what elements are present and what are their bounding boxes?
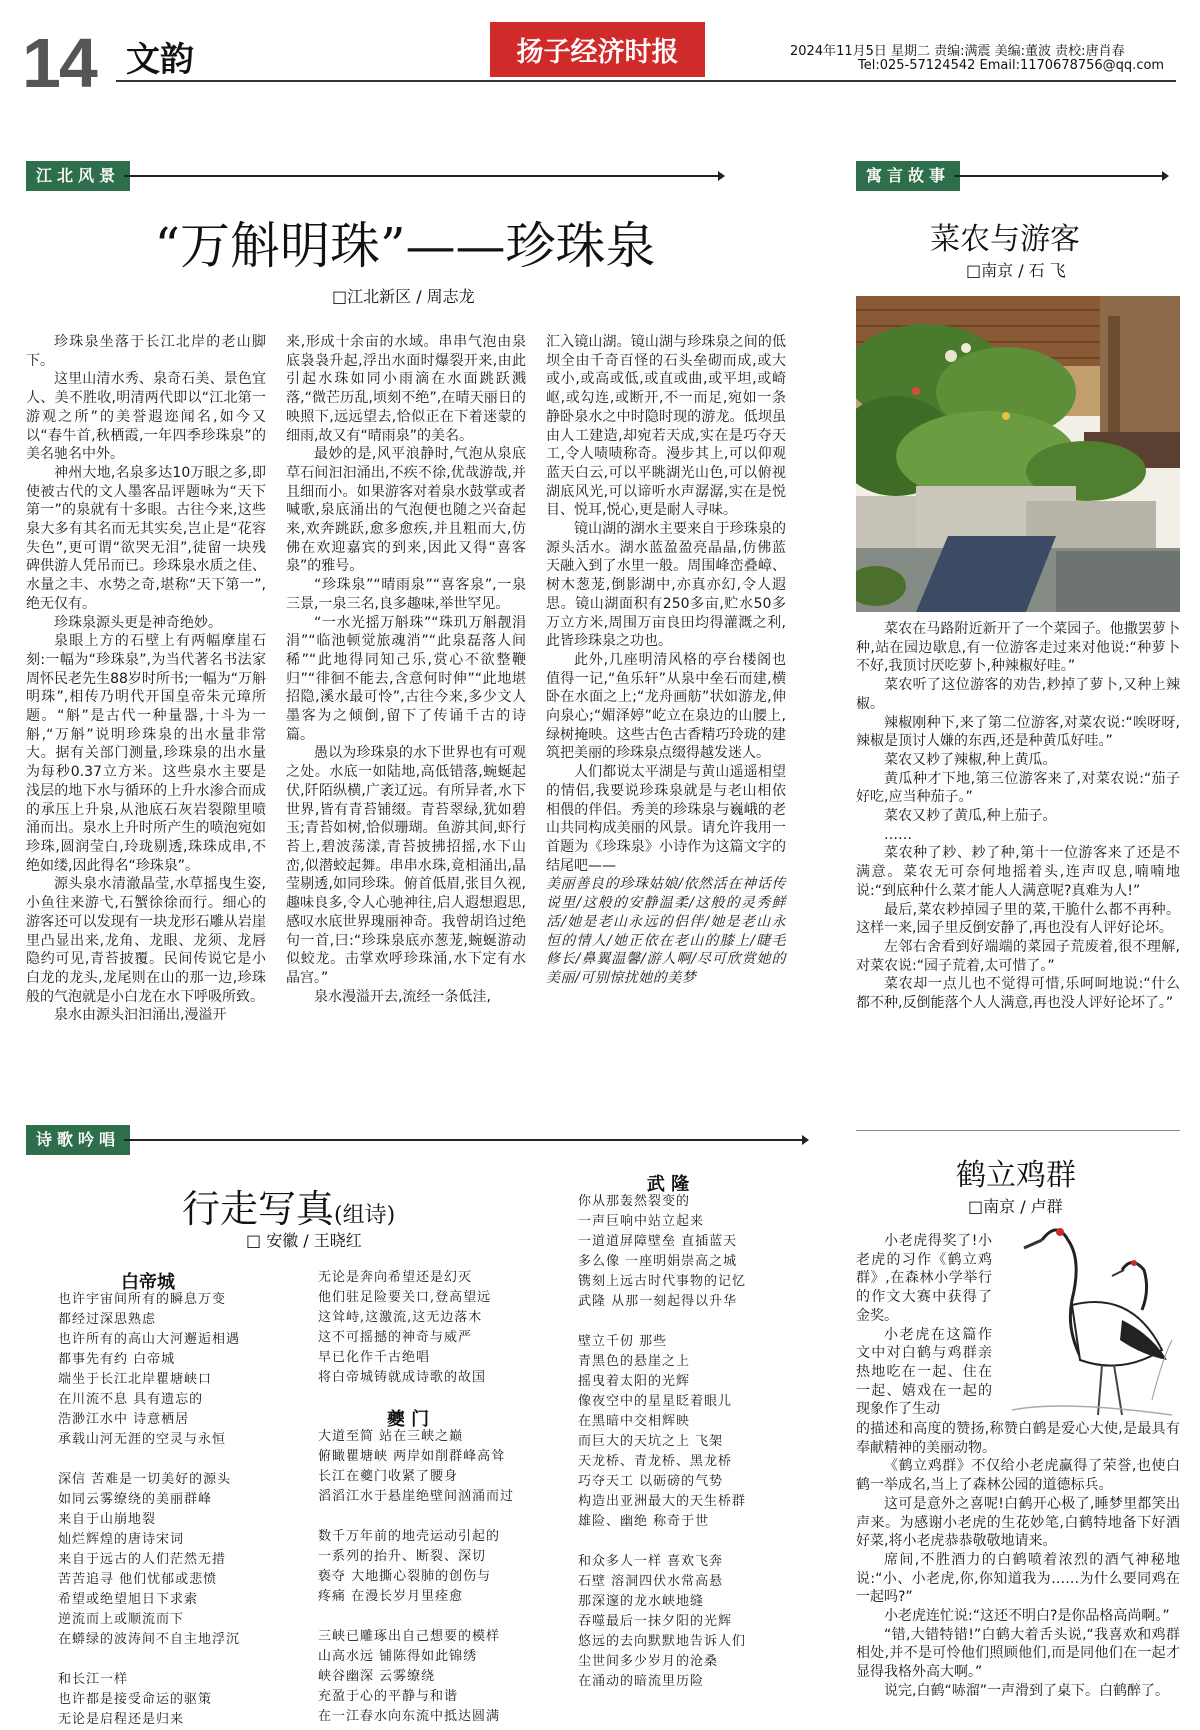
paragraph: 最后,菜农耖掉园子里的菜,干脆什么都不再种。这样一来,园子里反倒安静了,再也没有人评好论坏。 (856, 901, 1180, 937)
section-tag-fable: 寓言故事 (856, 161, 960, 191)
tag-rule (124, 1139, 804, 1141)
poem-line: 多么像 一座明娟崇高之城 (578, 1254, 738, 1269)
article-column-1 (26, 333, 266, 1025)
poem-line: 在蟒绿的波涛间不自主地浮沉 (58, 1632, 241, 1647)
poem-line: 疼痛 在漫长岁月里痊愈 (318, 1589, 464, 1604)
poem-line: 都事先有约 白帝城 (58, 1352, 176, 1367)
fable-body (856, 620, 1180, 1013)
poem-line: 一声巨响中站立起来 (578, 1214, 705, 1229)
paragraph: 来,形成十余亩的水域。串串气泡由泉底袅袅升起,浮出水面时爆裂开来,由此引起水珠如同小雨滴在水面跳跃溅落,“微芒历乱,顷刻不绝”,在晴天丽日的映照下,远远望去,恰似正在下着迷蒙的细雨,故又有“晴雨泉”的美名。 (286, 334, 526, 444)
poem-line: 山高水远 铺陈得如此锦绣 (318, 1649, 478, 1664)
paragraph: 左邻右舍看到好端端的菜园子荒废着,很不理解,对菜农说:“园子荒着,太可惜了。” (856, 938, 1180, 974)
poem-line: 天龙桥、青龙桥、黑龙桥 (578, 1454, 733, 1469)
poem-line: 他们驻足险要关口,登高望远 (318, 1290, 492, 1305)
paragraph: 泉水漫溢开去,流经一条低洼, (314, 988, 491, 1005)
poem-line: 和众多人一样 喜欢飞奔 (578, 1554, 724, 1569)
poem-kuimen (318, 1427, 514, 1727)
paragraph: 菜农又耖了黄瓜,种上茄子。 (884, 808, 1057, 825)
paragraph: 小老虎得奖了!小老虎的习作《鹤立鸡群》,在森林小学举行的作文大赛中获得了金奖。 (856, 1233, 992, 1324)
poem-line: 滔滔江水于悬崖绝壁间汹涌而过 (318, 1489, 515, 1504)
poem-line: 早已化作千古绝唱 (318, 1350, 431, 1365)
section-tag-jiangbei: 江北风景 (26, 161, 130, 191)
fable-title: 菜农与游客 (930, 222, 1080, 257)
page-number: 14 (22, 24, 96, 102)
poem-line: 来自于山崩地裂 (58, 1512, 157, 1527)
poem-line: 在川流不息 具有遗忘的 (58, 1392, 204, 1407)
paragraph: 小老虎在这篇作文中对白鹤与鸡群亲热地吃在一起、住在一起、嬉戏在一起的现象作了生动 (856, 1326, 992, 1418)
poem-line: 和长江一样 (58, 1672, 129, 1687)
paragraph: 此外,几座明清风格的亭台楼阁也值得一记,“鱼乐轩”从泉中垒石而建,横卧在水面之上;“龙舟画舫”状如游龙,伸向泉心;“媚泽婷”屹立在泉边的山腰上,绿树掩映。这些古色古香精巧玲珑的建筑把美丽的珍珠泉点缀得越发迷人。 (546, 651, 786, 762)
poem-line: 苦苦追寻 他们忧郁或悲愤 (58, 1572, 218, 1587)
paragraph: “错,大错特错!”白鹤大着舌头说,“我喜欢和鸡群相处,并不是可怜他们照顾他们,而是同他们在一起才显得我格外高大啊。” (856, 1626, 1180, 1681)
stanza-break (578, 1312, 746, 1332)
stanza-break (318, 1607, 514, 1627)
poem-line: 雄险、幽绝 称奇于世 (578, 1514, 710, 1529)
paragraph: 菜农在马路附近新开了一个菜园子。他撒罢萝卜种,站在园边歇息,有一位游客走过来对他说:“种萝卜不好,我顶讨厌吃萝卜,种辣椒好哇。” (856, 621, 1180, 675)
poem-line: 三峡已雕琢出自己想要的模样 (318, 1629, 501, 1644)
paragraph: 这可是意外之喜呢!白鹤开心极了,睡梦里都笑出声来。为感谢小老虎的生花妙笔,白鹤特地备下好酒好菜,将小老虎恭恭敬敬地请来。 (856, 1495, 1180, 1550)
poem-line: 镌刻上远古时代事物的记忆 (578, 1274, 747, 1289)
poetry-byline: □ 安徽 / 王晓红 (246, 1231, 362, 1250)
paragraph: 菜农却一点儿也不觉得可惜,乐呵呵地说:“什么都不种,反倒能落个人人满意,再也没人评好论坏了。” (856, 976, 1180, 1012)
paragraph: 汇入镜山湖。镜山湖与珍珠泉之间的低坝全由千奇百怪的石头垒砌而成,或大或小,或高或低,或直或曲,或平坦,或崎岖,或勾连,或断开,不一而足,宛如一条静卧泉水之中时隐时现的游龙。低坝虽由人工建造,却宛若天成,实在是巧夺天工,令人啧啧称奇。漫步其上,可以仰观蓝天白云,可以平眺湖光山色,可以俯视湖底风光,可以谛听水声潺潺,实在是悦目、悦耳,悦心,更是耐人寻味。 (546, 334, 786, 519)
stanza-break (318, 1507, 514, 1527)
poem-line: 而巨大的天坑之上 飞架 (578, 1434, 724, 1449)
paragraph: “珍珠泉”“晴雨泉”“喜客泉”,一泉三景,一泉三名,良多趣味,举世罕见。 (286, 577, 526, 612)
tag-arrow (718, 171, 725, 181)
paragraph: …… (884, 826, 912, 843)
paragraph: 美丽善良的珍珠姑娘/依然活在神话传说里/这般的安静温柔/这般的灵秀鲜活/她是老山永远的侣伴/她是老山永恒的情人/她正依在老山的膝上/睫毛修长/鼻翼温馨/游人啊/尽可欣赏她的美丽/可别惊扰她的美梦 (546, 876, 786, 986)
paragraph: 《鹤立鸡群》不仅给小老虎赢得了荣誉,也使白鹤一举成名,当上了森林公园的道德标兵。 (856, 1458, 1180, 1494)
poem-line: 构造出亚洲最大的天生桥群 (578, 1494, 747, 1509)
poem-line: 武隆 从那一刻起得以升华 (578, 1294, 738, 1309)
poetry-title-suffix: (组诗) (334, 1203, 396, 1228)
paragraph: 菜农种了耖、耖了种,第十一位游客来了还是不满意。菜农无可奈何地摇着头,连声叹息,喃喃地说:“到底种什么菜才能人人满意呢?真难为人!” (856, 845, 1180, 899)
date-line: 2024年11月5日 星期二 责编:满震 美编:董波 责校:唐肖春 (790, 44, 1125, 59)
paragraph: 泉水由源头汩汩涌出,漫溢开 (54, 1007, 227, 1024)
poem-line: 如同云雾缭绕的美丽群峰 (58, 1492, 213, 1507)
poem-line: 无论是启程还是归来 (58, 1712, 185, 1727)
poem-line: 承载山河无涯的空灵与永恒 (58, 1432, 227, 1447)
poem-line: 亵夺 大地撕心裂肺的创伤与 (318, 1569, 492, 1584)
poem-wulong (578, 1192, 746, 1692)
poem-line: 大道至简 站在三峡之巅 (318, 1429, 464, 1444)
poem-baidicheng-col2 (318, 1268, 491, 1388)
poem-line: 来自于远古的人们茫然无措 (58, 1552, 227, 1567)
article-title: “万斛明珠”——珍珠泉 (154, 217, 656, 275)
poem-line: 这耸峙,这激流,这无边落木 (318, 1310, 483, 1325)
poem-title-baidicheng: 白帝城 (121, 1272, 175, 1293)
poem-line: 那深邃的龙水峡地缝 (578, 1594, 705, 1609)
poem-line: 一系列的抬升、断裂、深切 (318, 1549, 487, 1564)
divider (856, 1130, 1180, 1131)
poem-line: 也许都是接受命运的驱策 (58, 1692, 213, 1707)
paragraph: 人们都说太平湖是与黄山遥遥相望的情侣,我要说珍珠泉就是与老山相依相偎的伴侣。秀美的珍珠泉与巍峨的老山共同构成美丽的风景。请允许我用一首题为《珍珠泉》小诗作为这篇文字的结尾吧—— (546, 764, 786, 874)
poem-line: 将白帝城铸就成诗歌的故国 (318, 1370, 487, 1385)
newspaper-logo: 扬子经济时报 (490, 22, 705, 77)
poetry-title-block (182, 1178, 395, 1233)
poetry-title: 行走写真 (182, 1187, 335, 1231)
poem-title-kuimen: 夔 门 (386, 1409, 430, 1430)
fable2-title: 鹤立鸡群 (956, 1158, 1076, 1193)
poem-line: 浩渺江水中 诗意栖居 (58, 1412, 190, 1427)
poem-line: 这不可摇撼的神奇与威严 (318, 1330, 473, 1345)
garden-image (856, 296, 1180, 612)
section-tag-poetry: 诗歌吟唱 (26, 1125, 130, 1155)
poem-line: 尘世间多少岁月的沧桑 (578, 1654, 719, 1669)
paragraph: 愚以为珍珠泉的水下世界也有可观之处。水底一如陆地,高低错落,蜿蜒起伏,阡陌纵横,广袤辽远。有所异者,水下世界,皆有青苔铺缀。青苔翠绿,犹如碧玉;青苔如树,恰似珊瑚。鱼游其间,虾行苔上,碧波荡漾,青苔披拂招摇,水下山峦,似潜蛟起舞。串串水珠,竟相涌出,晶莹剔透,如同珍珠。俯首低眉,张目久视,趣味良多,令人心驰神往,启人遐想遐思,感叹水底世界瑰丽神奇。我曾胡诌过绝句一首,曰:“珍珠泉底亦葱茏,蜿蜒游动似蛟龙。击掌欢呼珍珠涌,水下定有水晶宫。” (286, 745, 526, 986)
tag-rule (124, 175, 720, 177)
poem-line: 在黑暗中交相辉映 (578, 1414, 691, 1429)
paragraph: 菜农听了这位游客的劝告,耖掉了萝卜,又种上辣椒。 (856, 677, 1180, 712)
poem-line: 俯瞰瞿塘峡 两岸如削群峰高耸 (318, 1449, 506, 1464)
paragraph: 珍珠泉源头更是神奇绝妙。 (54, 614, 222, 631)
header-rule (116, 80, 1176, 82)
paragraph: 源头泉水清澈晶莹,水草摇曳生姿,小鱼往来游弋,石蟹徐徐而行。细心的游客还可以发现有一块龙形石雕从岩崖里凸显出来,龙角、龙眼、龙须、龙唇隐约可见,青苔披覆。民间传说它是小白龙的龙头,龙尾则在山的那一边,珍珠般的气泡就是小白龙在水下呼吸所致。 (26, 876, 266, 1005)
tag-arrow (802, 1135, 809, 1145)
poem-line: 峡谷幽深 云雾缭绕 (318, 1669, 436, 1684)
paragraph: 这里山清水秀、泉奇石美、景色宜人、美不胜收,明清两代即以“江北第一游观之所”的美誉遐迩闻名,如今又以“春牛首,秋栖霞,一年四季珍珠泉”的美名驰名中外。 (26, 371, 266, 463)
poem-line: 一道道屏障壁垒 直插蓝天 (578, 1234, 738, 1249)
stanza-break (58, 1650, 240, 1670)
paragraph: 泉眼上方的石壁上有两幅摩崖石刻:一幅为“珍珠泉”,为当代著名书法家周怀民老先生88岁时所书;一幅为“万斛明珠”,相传乃明代开国皇帝朱元璋所题。“斛”是古代一种量器,十斗为一斛,“万斛”说明珍珠泉的出水量非常大。据有关部门测量,珍珠泉的出水量为每秒0.37立方米。这些泉水主要是浅层的地下水与循环的上升水渗合而成的承压上升泉,从池底石灰岩裂隙里喷涌而出。泉水上升时所产生的喷泡宛如珍珠,圆润莹白,玲珑剔透,珠珠成串,不绝如缕,因此得名“珍珠泉”。 (26, 633, 266, 874)
stanza-break (578, 1532, 746, 1552)
paragraph: 的描述和高度的赞扬,称赞白鹤是爱心大使,是最具有奉献精神的美丽动物。 (856, 1421, 1180, 1456)
fable-byline: □南京 / 石 飞 (966, 261, 1066, 280)
poem-line: 希望或绝望旭日下求索 (58, 1592, 199, 1607)
poem-line: 都经过深思熟虑 (58, 1312, 157, 1327)
article-column-3 (546, 333, 786, 988)
poem-title-wulong: 武 隆 (646, 1174, 690, 1195)
poem-line: 悠远的去向默默地告诉人们 (578, 1634, 747, 1649)
paragraph: 珍珠泉坐落于长江北岸的老山脚下。 (26, 334, 266, 369)
tag-rule (954, 175, 1164, 177)
poem-line: 巧夺天工 以砺磅的气势 (578, 1474, 724, 1489)
poem-line: 端坐于长江北岸瞿塘峡口 (58, 1372, 213, 1387)
paragraph: “一水光摇万斛珠”“珠玑万斛靓涓涓”“临池顿觉旅魂消”“此泉磊落人间稀”“此地得同知己乐,赏心不欲整鞭归”“徘徊不能去,含意何时伸”“此地堪招隐,溪水最可怜”,古往今来,多少文人墨客为之倾倒,留下了传诵千古的诗篇。 (286, 614, 526, 743)
paragraph: 辣椒刚种下,来了第二位游客,对菜农说:“唉呀呀,辣椒是顶讨人嫌的东西,还是种黄瓜好哇。” (856, 714, 1180, 750)
paragraph: 说完,白鹤“哧溜”一声滑到了桌下。白鹤醉了。 (884, 1682, 1169, 1699)
paragraph: 镜山湖的湖水主要来自于珍珠泉的源头活水。湖水蓝盈盈亮晶晶,仿佛蓝天融入到了水里一般。周围峰峦叠嶂、树木葱茏,倒影湖中,亦真亦幻,令人遐思。镜山湖面积有250多亩,贮水50多万立方米,周围万亩良田均得灌溉之利,此皆珍珠泉之功也。 (546, 521, 786, 650)
paragraph: 小老虎连忙说:“这还不明白?是你品格高尚啊。” (884, 1608, 1170, 1625)
contact-line: Tel:025-57124542 Email:1170678756@qq.com (858, 58, 1165, 73)
paragraph: 最妙的是,风平浪静时,气泡从泉底草石间汩汩涌出,不疾不徐,优哉游哉,并且细而小。如果游客对着泉水鼓掌或者喊歌,泉底涌出的气泡便也随之兴奋起来,欢奔跳跃,愈多愈疾,并且粗而大,仿佛在欢迎嘉宾的到来,因此又得“喜客泉”的雅号。 (286, 446, 526, 575)
tag-arrow (1162, 171, 1169, 181)
paragraph: 席间,不胜酒力的白鹤喷着浓烈的酒气神秘地说:“小、小老虎,你,你知道我为……为什么要同鸡在一起吗?” (856, 1551, 1180, 1606)
fable2-byline: □南京 / 卢群 (968, 1197, 1063, 1216)
poem-line: 充盈于心的平静与和谐 (318, 1689, 459, 1704)
poem-line: 你从那轰然裂变的 (578, 1194, 691, 1209)
poem-line: 在一江春水向东流中抵达圆满 (318, 1709, 501, 1724)
crane-illustration (1002, 1210, 1180, 1424)
poem-line: 灿烂辉煌的唐诗宋词 (58, 1532, 185, 1547)
article-byline: □江北新区 / 周志龙 (332, 287, 475, 306)
poem-line: 长江在夔门收紧了腰身 (318, 1469, 459, 1484)
paragraph: 神州大地,名泉多达10万眼之多,即使被古代的文人墨客品评题咏为“天下第一”的泉就有十多眼。古往今来,这些泉大多有其名而无其实矣,岂止是“花容失色”,更可谓“欲哭无泪”,徒留一块残碑供游人凭吊而已。珍珠泉水质之佳、水量之丰、水势之奇,堪称“天下第一”,绝无仅有。 (26, 464, 266, 612)
poem-line: 壁立千仞 那些 (578, 1334, 668, 1349)
poem-line: 吞噬最后一抹夕阳的光辉 (578, 1614, 733, 1629)
article-column-2 (286, 333, 526, 1006)
poem-line: 也许所有的高山大河邂逅相遇 (58, 1332, 241, 1347)
section-name: 文韵 (126, 40, 194, 80)
poem-line: 数千万年前的地壳运动引起的 (318, 1529, 501, 1544)
poem-line: 逆流而上或顺流而下 (58, 1612, 185, 1627)
fable2-body-narrow (856, 1232, 992, 1419)
poem-line: 深信 苦难是一切美好的源头 (58, 1472, 232, 1487)
poem-line: 像夜空中的星星眨着眼儿 (578, 1394, 733, 1409)
poem-line: 也许宇宙间所有的瞬息万变 (58, 1292, 227, 1307)
stanza-break (58, 1450, 240, 1470)
poem-line: 摇曳着太阳的光辉 (578, 1374, 691, 1389)
poem-line: 在涌动的暗流里历险 (578, 1674, 705, 1689)
poem-line: 石壁 溶洞四伏水常高悬 (578, 1574, 724, 1589)
garden-photo (856, 296, 1180, 612)
crane-icon (1002, 1210, 1180, 1424)
poem-line: 无论是奔向希望还是幻灭 (318, 1270, 473, 1285)
paragraph: 黄瓜种才下地,第三位游客来了,对菜农说:“茄子好吃,应当种茄子。” (856, 770, 1180, 806)
poem-baidicheng-col1 (58, 1290, 240, 1730)
fable2-body (856, 1420, 1180, 1701)
paragraph: 菜农又耖了辣椒,种上黄瓜。 (884, 751, 1057, 768)
poem-line: 青黑色的悬崖之上 (578, 1354, 691, 1369)
